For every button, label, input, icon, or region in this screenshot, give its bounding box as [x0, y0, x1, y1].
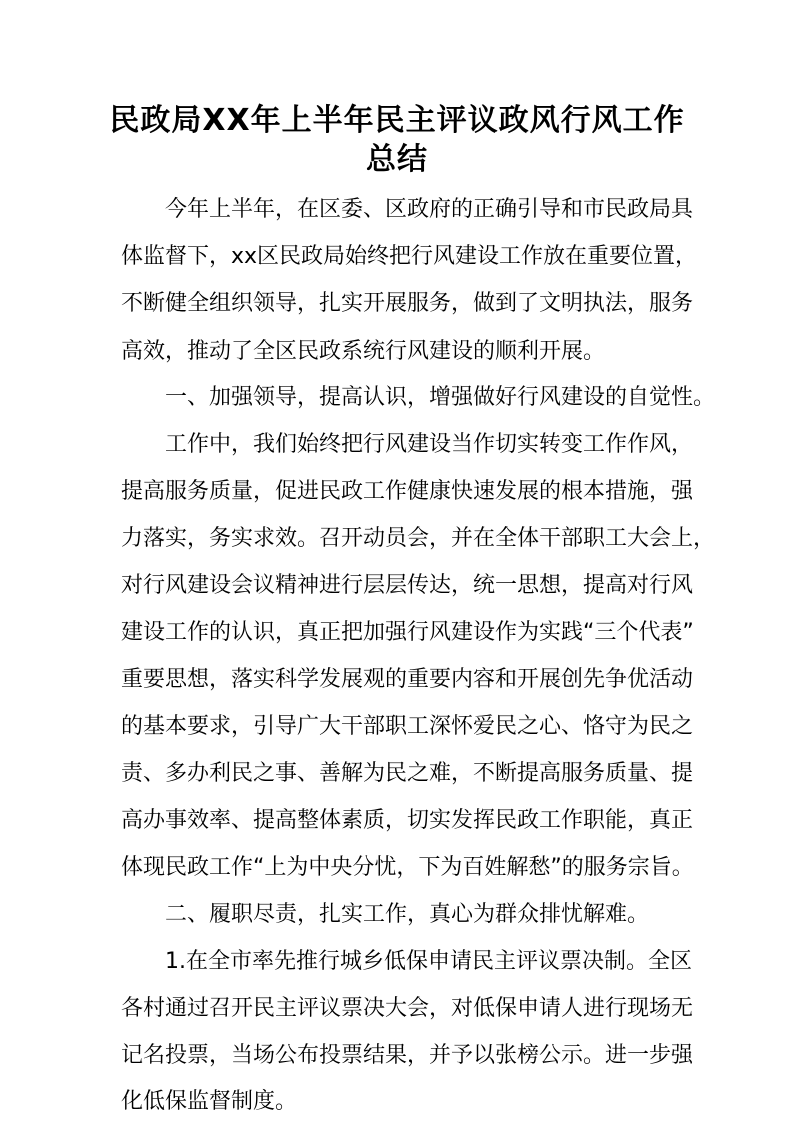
paragraph-line: 高效，推动了全区民政系统行风建设的顺利开展。 — [121, 339, 606, 364]
section-heading: 一、加强领导，提高认识，增强做好行风建设的自觉性。 — [165, 385, 716, 410]
paragraph-line: 责、多办利民之事、善解为民之难，不断提高服务质量、提 — [121, 761, 694, 786]
paragraph-line: 建设工作的认识，真正把加强行风建设作为实践“三个代表” — [121, 620, 694, 645]
section-heading: 二、履职尽责，扎实工作，真心为群众排忧解难。 — [165, 902, 650, 927]
paragraph-line: 的基本要求，引导广大干部职工深怀爱民之心、恪守为民之 — [121, 714, 694, 739]
paragraph-line: 力落实，务实求效。召开动员会，并在全体干部职工大会上， — [121, 526, 716, 551]
paragraph-line: 提高服务质量，促进民政工作健康快速发展的根本措施，强 — [121, 479, 694, 504]
paragraph-line: 记名投票，当场公布投票结果，并予以张榜公示。进一步强 — [121, 1043, 694, 1068]
paragraph-line: 今年上半年，在区委、区政府的正确引导和市民政局具 — [165, 197, 694, 222]
paragraph-line: 各村通过召开民主评议票决大会，对低保申请人进行现场无 — [121, 996, 694, 1021]
paragraph-line: 工作中，我们始终把行风建设当作切实转变工作作风， — [165, 432, 694, 457]
paragraph-line: 重要思想，落实科学发展观的重要内容和开展创先争优活动 — [121, 667, 694, 692]
paragraph-line: 对行风建设会议精神进行层层传达，统一思想，提高对行风 — [121, 573, 694, 598]
paragraph-line: 不断健全组织领导，扎实开展服务，做到了文明执法，服务 — [121, 291, 694, 316]
paragraph-line: 体现民政工作“上为中央分忧，下为百姓解愁”的服务宗旨。 — [121, 855, 694, 880]
paragraph-line: 化低保监督制度。 — [121, 1089, 298, 1114]
paragraph-line: 1.在全市率先推行城乡低保申请民主评议票决制。全区 — [165, 949, 692, 974]
document-title: 民政局XX年上半年民主评议政风行风工作 — [109, 103, 685, 138]
paragraph-line: 体监督下，xx区民政局始终把行风建设工作放在重要位置， — [121, 244, 698, 269]
document-title-continued: 总结 — [366, 142, 428, 177]
paragraph-line: 高办事效率、提高整体素质，切实发挥民政工作职能，真正 — [121, 808, 694, 833]
